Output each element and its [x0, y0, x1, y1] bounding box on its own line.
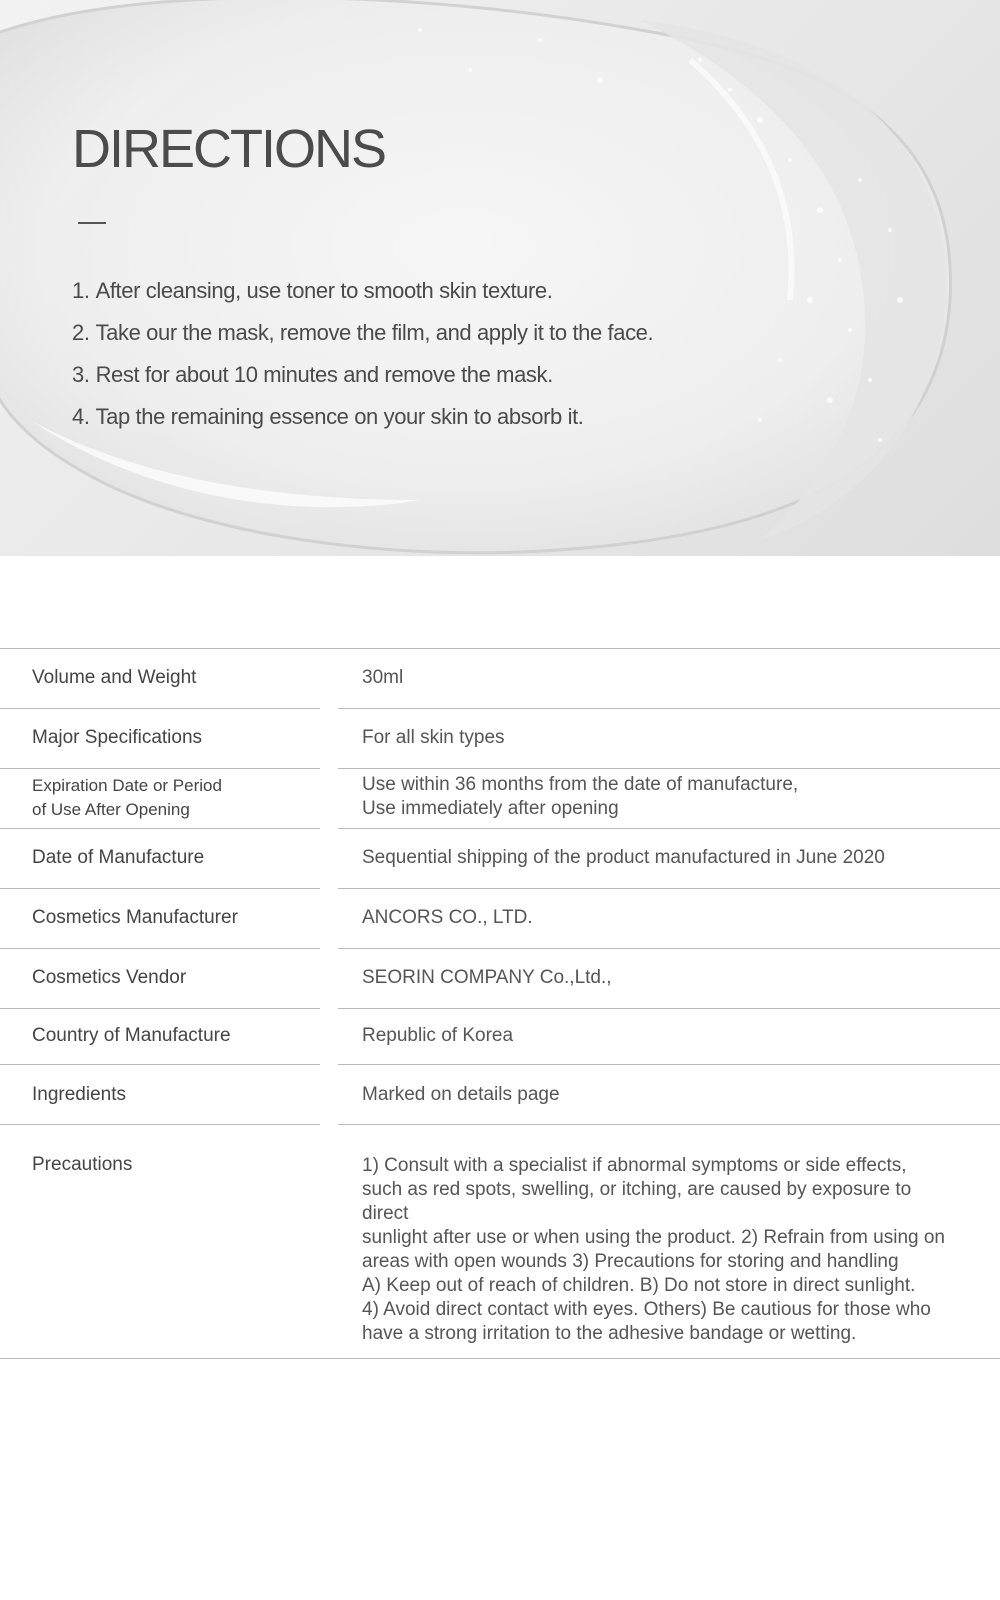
directions-steps [72, 270, 653, 438]
spec-row-manufacturer [0, 888, 1000, 948]
directions-hero [0, 0, 1000, 556]
spec-row-ingredients [0, 1064, 1000, 1124]
spec-value: ANCORS CO., LTD. [362, 907, 533, 928]
spec-row-date [0, 828, 1000, 888]
spec-value: Marked on details page [362, 1084, 560, 1105]
spec-row-volume [0, 648, 1000, 708]
direction-step: 4. Tap the remaining essence on your skin to absorb it. [72, 404, 584, 429]
title-divider [78, 222, 106, 224]
direction-step: 2. Take our the mask, remove the film, and apply it to the face. [72, 320, 654, 345]
spec-label: Expiration Date or Period of Use After Opening [32, 776, 222, 819]
spec-label: Volume and Weight [32, 667, 197, 688]
spec-label: Precautions [32, 1154, 133, 1175]
spec-value: 30ml [362, 667, 404, 688]
spec-row-major [0, 708, 1000, 768]
direction-step: 1. After cleansing, use toner to smooth skin texture. [72, 278, 553, 303]
spec-row-country [0, 1008, 1000, 1064]
spec-value: SEORIN COMPANY Co.,Ltd., [362, 967, 612, 988]
precautions-text: 1) Consult with a specialist if abnormal symptoms or side effects, such as red spots, swelling, or itching, are caused by exposure to direct sunlight after use or when using the product. 2) Refrain from using on areas with open wounds 3) Precautions for storing and handling A) Keep out of reach of children. B) Do not store in direct sunlight. 4) Avoid direct contact with eyes. Others) Be cautious for those who have a strong irritation to the adhesive bandage or wetting. [362, 1155, 945, 1344]
spec-row-expiration [0, 768, 1000, 828]
spec-label: Country of Manufacture [32, 1025, 231, 1046]
spec-label: Major Specifications [32, 727, 203, 748]
spec-label: Ingredients [32, 1084, 127, 1105]
product-spec-table [0, 648, 1000, 1344]
spec-value: Use within 36 months from the date of manufacture, Use immediately after opening [362, 774, 799, 819]
spec-label: Cosmetics Manufacturer [32, 907, 238, 928]
spec-value: Republic of Korea [362, 1025, 514, 1046]
spec-row-vendor [0, 948, 1000, 1008]
spec-value: For all skin types [362, 727, 505, 748]
spec-label: Cosmetics Vendor [32, 967, 187, 988]
spec-row-precautions [0, 1124, 1000, 1346]
direction-step: 3. Rest for about 10 minutes and remove the mask. [72, 362, 553, 387]
table-border [0, 1358, 1000, 1359]
spec-value: Sequential shipping of the product manufactured in June 2020 [362, 847, 885, 868]
directions-title: DIRECTIONS [72, 119, 386, 179]
spec-label: Date of Manufacture [32, 847, 205, 868]
